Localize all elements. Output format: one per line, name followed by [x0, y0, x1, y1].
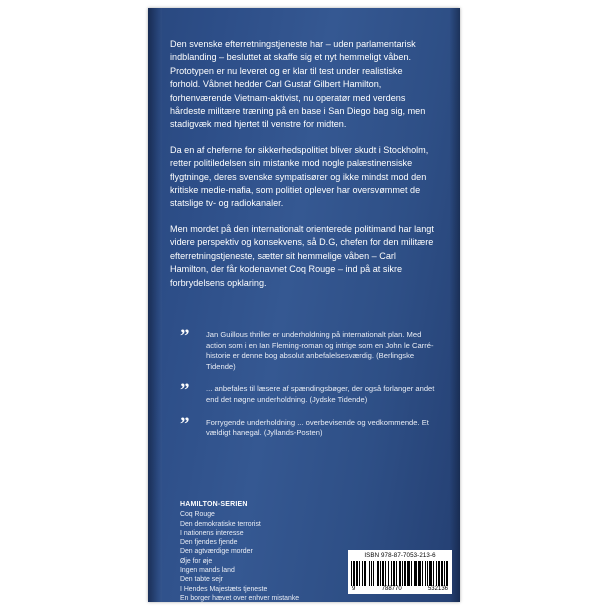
spine-shadow: [148, 8, 162, 602]
review-quote-text: Forrygende underholdning ... overbevisende og vedkommende. Et vældigt hanegal. (Jyllands-Posten): [206, 417, 429, 438]
review-quotes: [180, 326, 438, 451]
list-item: Den tabte sejr: [180, 576, 223, 584]
blurb-paragraph: Da en af cheferne for sikkerhedspolitiet bliver skudt i Stockholm, retter politiledelsen sin mistanke mod nogle palæstinensiske flygtninge, deres svenske sympatisører og ikke mindst mod den kritiske medie-mafia, som politiet oplever har oversvømmet de statslige tv- og radiokanaler.: [170, 144, 429, 209]
list-item: Øje for øje: [180, 557, 213, 565]
quote-mark-icon: ”: [180, 326, 189, 347]
barcode-digit-right: 532136: [427, 586, 448, 592]
list-item: Coq Rouge: [180, 511, 215, 519]
cover-content: [170, 8, 446, 602]
blurb-text: [170, 38, 435, 290]
quote-mark-icon: ”: [180, 380, 189, 402]
list-item: I Hendes Majestæts tjeneste: [180, 585, 268, 593]
list-item: En borger hævet over enhver mistanke: [180, 594, 300, 602]
review-quote: [180, 326, 438, 372]
review-quote-text: Jan Guillous thriller er underholdning på internationalt plan. Med action som i en Ian Fleming-roman og intrige som en John le Carré-historie er denne bog absolut anbefalelsesværdig. (Berlingske Tidende): [206, 330, 434, 371]
list-item: Ingen mands land: [180, 567, 235, 575]
review-quote-text: ... anbefales til læsere af spændingsbøger, der også forlanger andet end det nøgne underholdning. (Jydske Tidende): [206, 384, 435, 404]
series-title: HAMILTON-SERIEN: [180, 501, 248, 508]
list-item: Den agtværdige morder: [180, 548, 253, 556]
barcode-digit-mid: 788770: [381, 586, 402, 592]
barcode-bars: [351, 561, 449, 586]
quote-mark-icon: ”: [180, 413, 189, 435]
review-quote: [180, 380, 438, 405]
barcode-digits: [351, 586, 449, 593]
barcode: [348, 550, 452, 594]
blurb-paragraph: Men mordet på den internationalt orienterede politimand har langt videre perspektiv og konsekvens, så D.G, chefen for den militære efterretningstjeneste, sætter sit hemmelige våben – Carl Hamilton, der får kodenavnet Coq Rouge – ind på at sikre forbrydelsens opklaring.: [170, 223, 434, 288]
list-item: Den fjendes fjende: [180, 539, 238, 547]
blurb-paragraph: Den svenske efterretningstjeneste har – uden parlamentarisk indblanding – besluttet at skaffe sig et nyt hemmeligt våben. Prototypen er nu leveret og er klar til test under realistiske forhold. Våbnet hedder Carl Gustaf Gilbert Hamilton, forhenværende Vietnam-aktivist, nu operatør med verdens hårdeste militære træning på en base i San Diego bag sig, men stadigvæk med hjertet til venstre for midten.: [170, 39, 426, 130]
edge-shadow: [450, 8, 460, 602]
book-back-cover: [148, 8, 460, 602]
review-quote: [180, 413, 438, 439]
barcode-digit-left: 9: [352, 586, 356, 592]
isbn-text: ISBN 978-87-7053-213-6: [364, 552, 436, 559]
list-item: Den demokratiske terrorist: [180, 520, 261, 528]
list-item: I nationens interesse: [180, 529, 244, 537]
